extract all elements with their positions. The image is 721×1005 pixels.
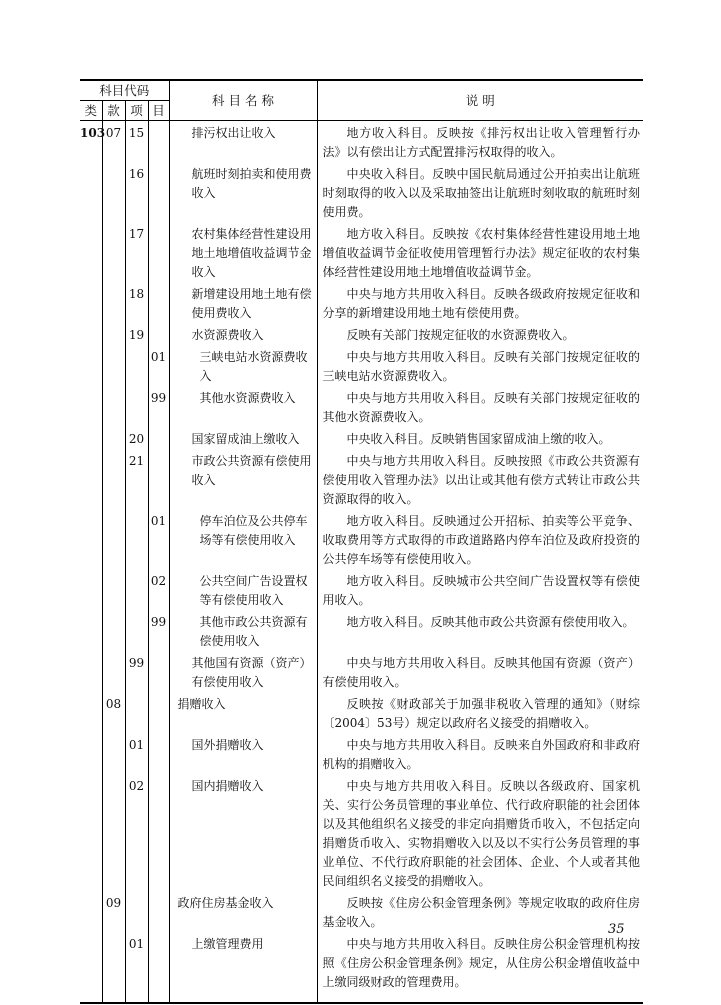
- lei-code: [80, 509, 102, 569]
- kuan-code: [102, 282, 125, 323]
- subject-description: 中央与地方共用收入科目。反映有关部门按规定征收的其他水资源费收入。: [317, 386, 643, 427]
- xiang-code: 02: [125, 774, 148, 891]
- subject-name: 捐赠收入: [169, 692, 317, 733]
- table-row: [80, 692, 643, 733]
- lei-code: [80, 891, 102, 932]
- subject-name: 国家留成油上缴收入: [169, 427, 317, 449]
- subject-name: 其他市政公共资源有偿使用收入: [169, 610, 317, 651]
- lei-code: [80, 569, 102, 610]
- kuan-code: [102, 222, 125, 282]
- lei-code: [80, 932, 102, 992]
- subject-name: 上缴管理费用: [169, 932, 317, 992]
- spacer-cell: [317, 992, 643, 1003]
- mu-code: [148, 932, 169, 992]
- mu-code: 01: [148, 509, 169, 569]
- table-row: [80, 774, 643, 891]
- subject-description: 中央与地方共用收入科目。反映按照《市政公共资源有偿使用收入管理办法》以出让或其他有偿方式转让市政公共资源取得的收入。: [317, 449, 643, 509]
- mu-code: [148, 222, 169, 282]
- subject-description: 中央与地方共用收入科目。反映各级政府按规定征收和分享的新增建设用地土地有偿使用费。: [317, 282, 643, 323]
- xiang-code: 19: [125, 323, 148, 345]
- mu-code: 99: [148, 610, 169, 651]
- xiang-code: [125, 569, 148, 610]
- table-bottom-spacer: [80, 992, 643, 1003]
- subject-name: 排污权出让收入: [169, 121, 317, 163]
- lei-code: [80, 774, 102, 891]
- xiang-code: 15: [125, 121, 148, 163]
- subject-description: 中央收入科目。反映销售国家留成油上缴的收入。: [317, 427, 643, 449]
- kuan-code: [102, 932, 125, 992]
- table-row: [80, 323, 643, 345]
- mu-code: [148, 323, 169, 345]
- xiang-code: 01: [125, 733, 148, 774]
- subject-description: 反映有关部门按规定征收的水资源费收入。: [317, 323, 643, 345]
- mu-code: [148, 692, 169, 733]
- subject-name: 其他国有资源（资产）有偿使用收入: [169, 651, 317, 692]
- xiang-code: 18: [125, 282, 148, 323]
- subject-description: 地方收入科目。反映按《排污权出让收入管理暂行办法》以有偿出让方式配置排污权取得的收入。: [317, 121, 643, 163]
- spacer-cell: [102, 992, 125, 1003]
- kuan-code: [102, 569, 125, 610]
- lei-code: [80, 449, 102, 509]
- subject-name: 水资源费收入: [169, 323, 317, 345]
- xiang-code: [125, 891, 148, 932]
- kuan-code: 08: [102, 692, 125, 733]
- spacer-cell: [80, 992, 102, 1003]
- mu-code: [148, 651, 169, 692]
- kuan-code: 07: [102, 121, 125, 163]
- subject-name: 三峡电站水资源费收入: [169, 345, 317, 386]
- subject-name: 新增建设用地土地有偿使用费收入: [169, 282, 317, 323]
- page-number: 35: [608, 922, 625, 937]
- xiang-code: 17: [125, 222, 148, 282]
- subject-name: 市政公共资源有偿使用收入: [169, 449, 317, 509]
- xiang-code: [125, 610, 148, 651]
- lei-code: [80, 345, 102, 386]
- lei-code: [80, 733, 102, 774]
- subject-name: 农村集体经营性建设用地土地增值收益调节金收入: [169, 222, 317, 282]
- mu-code: [148, 121, 169, 163]
- subject-name: 公共空间广告设置权等有偿使用收入: [169, 569, 317, 610]
- table-row: [80, 345, 643, 386]
- lei-code: 103: [80, 126, 106, 140]
- subject-description: 中央收入科目。反映中国民航局通过公开拍卖出让航班时刻取得的收入以及采取抽签出让航班时刻收取的航班时刻使用费。: [317, 162, 643, 222]
- lei-column-header: 类: [80, 101, 102, 121]
- xiang-code: 21: [125, 449, 148, 509]
- mu-code: [148, 427, 169, 449]
- lei-code: [80, 323, 102, 345]
- kuan-code: [102, 449, 125, 509]
- lei-code: [80, 651, 102, 692]
- table-row: [80, 932, 643, 992]
- mu-code: [148, 733, 169, 774]
- mu-code: [148, 282, 169, 323]
- mu-code: 01: [148, 345, 169, 386]
- kuan-code: [102, 733, 125, 774]
- xiang-code: [125, 386, 148, 427]
- table-row: [80, 386, 643, 427]
- subject-description: 中央与地方共用收入科目。反映住房公积金管理机构按照《住房公积金管理条例》规定，从住房公积金增值收益中上缴同级财政的管理费用。: [317, 932, 643, 992]
- kuan-code: [102, 610, 125, 651]
- subject-name: 国外捐赠收入: [169, 733, 317, 774]
- subject-description: 中央与地方共用收入科目。反映有关部门按规定征收的三峡电站水资源费收入。: [317, 345, 643, 386]
- xiang-code: [125, 509, 148, 569]
- lei-code: [80, 610, 102, 651]
- lei-code: [80, 427, 102, 449]
- table-row: [80, 162, 643, 222]
- spacer-cell: [169, 992, 317, 1003]
- xiang-column-header: 项: [125, 101, 148, 121]
- table-row: [80, 733, 643, 774]
- mu-column-header: 目: [148, 101, 169, 121]
- code-group-header: 科目代码: [80, 80, 169, 101]
- subject-name: 国内捐赠收入: [169, 774, 317, 891]
- lei-code: [80, 222, 102, 282]
- subject-description: 地方收入科目。反映按《农村集体经营性建设用地土地增值收益调节金征收使用管理暂行办法》规定征收的农村集体经营性建设用地土地增值收益调节金。: [317, 222, 643, 282]
- spacer-cell: [148, 992, 169, 1003]
- subject-description: 反映按《住房公积金管理条例》等规定收取的政府住房基金收入。: [317, 891, 643, 932]
- xiang-code: 99: [125, 651, 148, 692]
- kuan-code: [102, 345, 125, 386]
- table-row: [80, 121, 643, 163]
- subject-name: 其他水资源费收入: [169, 386, 317, 427]
- budget-subject-table: [80, 79, 643, 1004]
- kuan-code: [102, 323, 125, 345]
- subject-name: 停车泊位及公共停车场等有偿使用收入: [169, 509, 317, 569]
- subject-description: 地方收入科目。反映通过公开招标、拍卖等公平竞争、收取费用等方式取得的市政道路路内停车泊位及政府投资的公共停车场等有偿使用收入。: [317, 509, 643, 569]
- table-row: [80, 610, 643, 651]
- subject-description: 反映按《财政部关于加强非税收入管理的通知》（财综〔2004〕53号）规定以政府名义接受的捐赠收入。: [317, 692, 643, 733]
- table-row: [80, 891, 643, 932]
- desc-column-header: 说 明: [317, 80, 643, 121]
- mu-code: [148, 774, 169, 891]
- mu-code: [148, 891, 169, 932]
- kuan-code: [102, 774, 125, 891]
- subject-description: 地方收入科目。反映城市公共空间广告设置权等有偿使用收入。: [317, 569, 643, 610]
- subject-description: 中央与地方共用收入科目。反映其他国有资源（资产）有偿使用收入。: [317, 651, 643, 692]
- lei-code: [80, 282, 102, 323]
- table-row: [80, 427, 643, 449]
- kuan-column-header: 款: [102, 101, 125, 121]
- kuan-code: [102, 427, 125, 449]
- mu-code: 99: [148, 386, 169, 427]
- xiang-code: 01: [125, 932, 148, 992]
- table-row: [80, 222, 643, 282]
- table-row: [80, 509, 643, 569]
- xiang-code: [125, 345, 148, 386]
- name-column-header: 科 目 名 称: [169, 80, 317, 121]
- subject-description: 地方收入科目。反映其他市政公共资源有偿使用收入。: [317, 610, 643, 651]
- lei-code: [80, 386, 102, 427]
- mu-code: 02: [148, 569, 169, 610]
- kuan-code: [102, 509, 125, 569]
- kuan-code: [102, 651, 125, 692]
- subject-description: 中央与地方共用收入科目。反映以各级政府、国家机关、实行公务员管理的事业单位、代行政府职能的社会团体以及其他组织名义接受的非定向捐赠货币收入，不包括定向捐赠货币收入、实物捐赠收入以及以不实行公务员管理的事业单位、不代行政府职能的社会团体、企业、个人或者其他民间组织名义接受的捐赠收入。: [317, 774, 643, 891]
- table-row: [80, 651, 643, 692]
- table-header-row: [80, 80, 643, 101]
- xiang-code: [125, 692, 148, 733]
- table-row: [80, 282, 643, 323]
- lei-code: [80, 162, 102, 222]
- subject-name: 航班时刻拍卖和使用费收入: [169, 162, 317, 222]
- mu-code: [148, 449, 169, 509]
- xiang-code: 20: [125, 427, 148, 449]
- kuan-code: 09: [102, 891, 125, 932]
- xiang-code: 16: [125, 162, 148, 222]
- subject-description: 中央与地方共用收入科目。反映来自外国政府和非政府机构的捐赠收入。: [317, 733, 643, 774]
- table-row: [80, 569, 643, 610]
- kuan-code: [102, 162, 125, 222]
- lei-code: [80, 692, 102, 733]
- mu-code: [148, 162, 169, 222]
- table-row: [80, 449, 643, 509]
- subject-name: 政府住房基金收入: [169, 891, 317, 932]
- kuan-code: [102, 386, 125, 427]
- spacer-cell: [125, 992, 148, 1003]
